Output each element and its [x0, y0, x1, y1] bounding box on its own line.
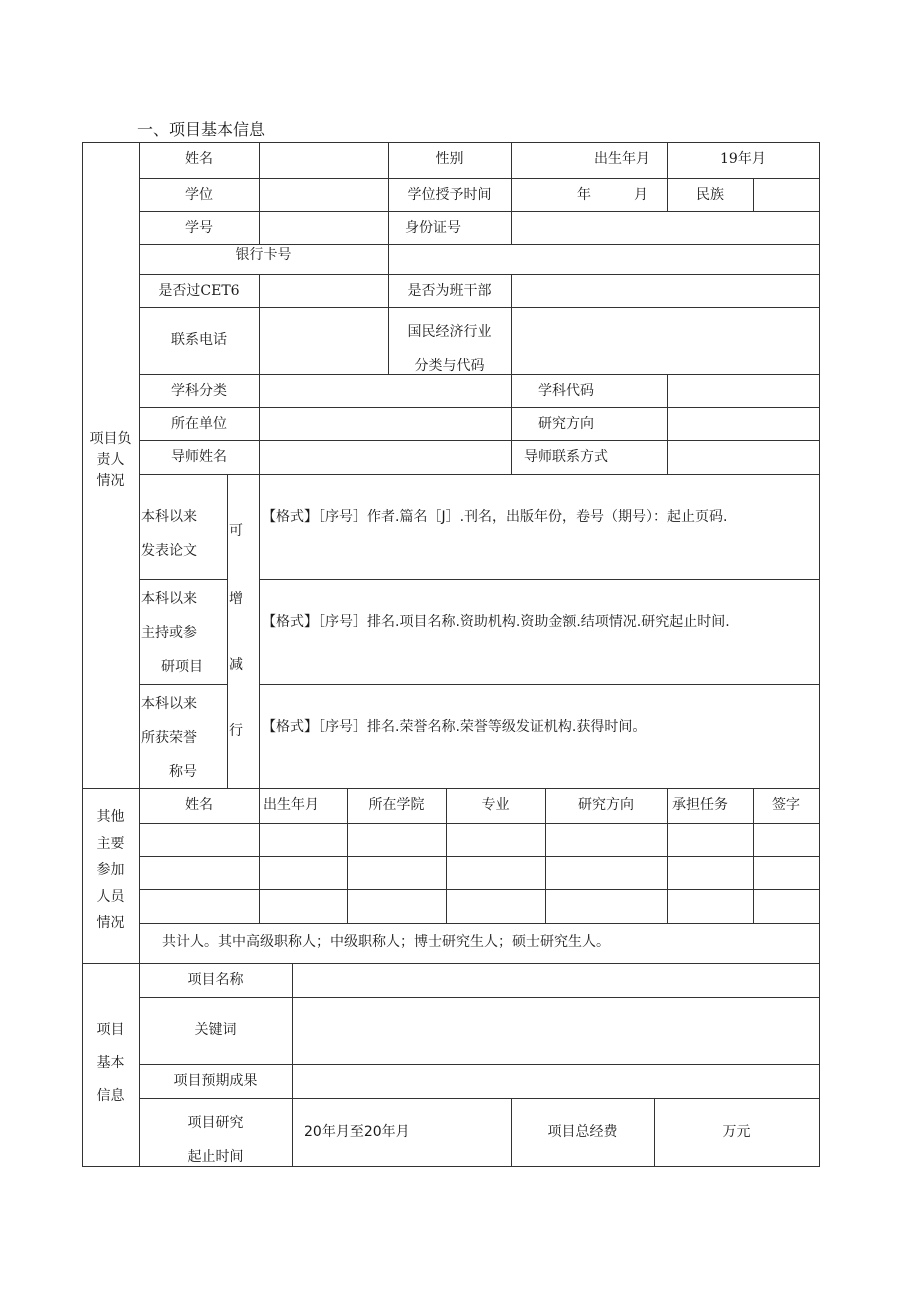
budget-value: 万元 — [722, 1124, 751, 1140]
label-student-id: 学号 — [185, 220, 213, 236]
degree-date-year: 年 — [577, 187, 591, 203]
project-section-label: 项目 基本 信息 — [96, 1022, 125, 1104]
members-header-research: 研究方向 — [578, 797, 634, 813]
label-keywords: 关键词 — [194, 1022, 237, 1038]
label-cet6: 是否过CET6 — [158, 283, 240, 299]
label-advisor: 导师姓名 — [171, 449, 227, 465]
label-projects: 本科以来 主持或参 研项目 — [141, 591, 203, 675]
label-name: 姓名 — [185, 151, 213, 167]
papers-format: 【格式】［序号］作者.篇名［J］.刊名，出版年份，卷号（期号）：起止页码. — [262, 509, 728, 525]
label-birth: 出生年月 — [594, 151, 650, 167]
label-project-name: 项目名称 — [187, 972, 244, 988]
label-budget: 项目总经费 — [547, 1124, 618, 1140]
table-border — [82, 142, 820, 143]
label-unit: 所在单位 — [171, 416, 227, 432]
label-degree: 学位 — [185, 187, 213, 203]
project-period-value: 20年月至20年月 — [304, 1124, 410, 1140]
members-header-signature: 签字 — [772, 797, 800, 813]
honors-format: 【格式】［序号］排名.荣誉名称.荣誉等级发证机构.获得时间。 — [262, 719, 647, 735]
label-id-card: 身份证号 — [405, 220, 461, 236]
projects-format: 【格式】［序号］排名.项目名称.资助机构.资助金额.结项情况.研究起止时间. — [262, 614, 730, 630]
label-ethnicity: 民族 — [696, 187, 724, 203]
adjustable-hint: 可 — [229, 523, 243, 539]
members-header-college: 所在学院 — [368, 797, 425, 813]
label-degree-date: 学位授予时间 — [407, 187, 492, 203]
label-discipline-code: 学科代码 — [538, 383, 594, 399]
label-cadre: 是否为班干部 — [407, 283, 492, 299]
table-border — [819, 142, 820, 1167]
label-expected-outcome: 项目预期成果 — [173, 1073, 258, 1089]
members-header-major: 专业 — [481, 797, 510, 813]
label-discipline: 学科分类 — [171, 383, 227, 399]
degree-date-month: 月 — [634, 187, 648, 203]
members-summary: 共计人。其中高级职称人；中级职称人；博士研究生人；硕士研究生人。 — [162, 934, 610, 950]
members-section-label: 其他 主要 参加 人员 情况 — [96, 809, 125, 931]
adjustable-hint: 减 — [229, 657, 243, 673]
label-industry: 国民经济行业 分类与代码 — [407, 324, 492, 374]
label-research-direction: 研究方向 — [538, 416, 594, 432]
adjustable-hint: 行 — [229, 723, 243, 739]
label-advisor-contact: 导师联系方式 — [524, 449, 608, 465]
adjustable-hint: 增 — [229, 591, 243, 607]
label-project-period: 项目研究 起止时间 — [187, 1115, 244, 1165]
birth-value: 19年月 — [720, 151, 766, 167]
leader-section-label: 项目负 责人 情况 — [89, 431, 132, 489]
label-honors: 本科以来 所获荣誉 称号 — [141, 696, 197, 780]
label-phone: 联系电话 — [171, 332, 227, 348]
members-header-name: 姓名 — [185, 797, 213, 813]
label-gender: 性别 — [435, 151, 464, 167]
members-header-birth: 出生年月 — [263, 797, 319, 813]
members-header-task: 承担任务 — [672, 797, 728, 813]
label-bank-card: 银行卡号 — [235, 247, 292, 263]
label-papers: 本科以来 发表论文 — [141, 509, 197, 559]
section-title: 一、项目基本信息 — [137, 120, 266, 139]
